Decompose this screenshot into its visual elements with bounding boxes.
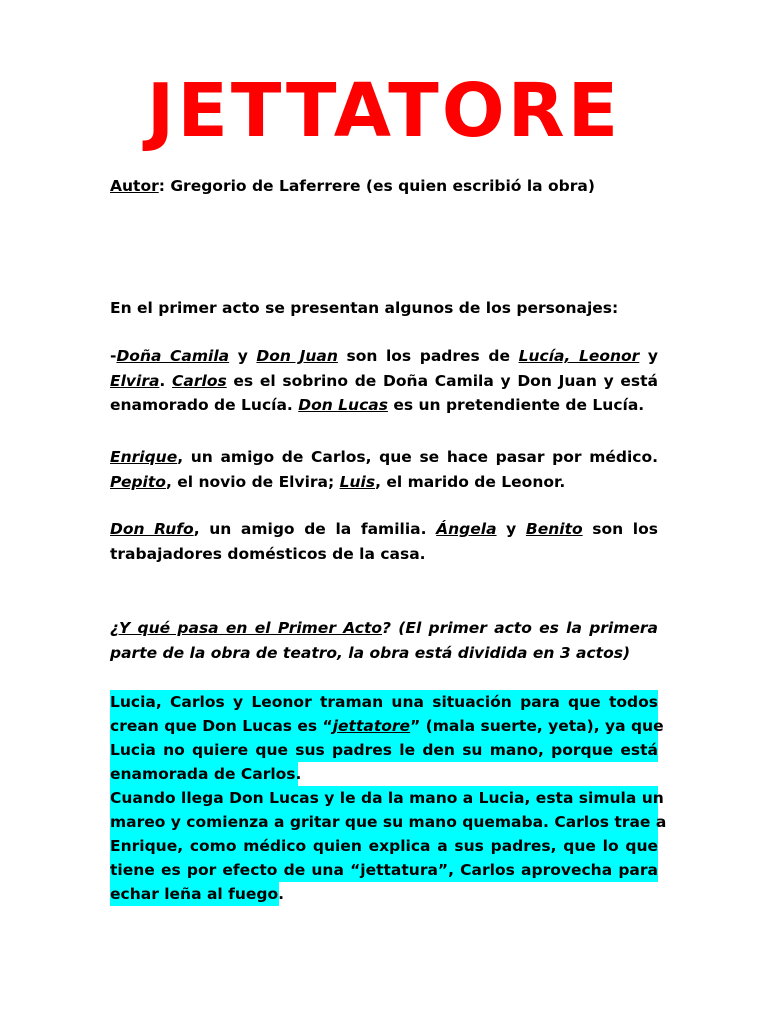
character-name: Don Lucas [298,396,388,414]
text-run: son los trabajadores domésticos de la casa. [110,520,658,563]
text-run: . [159,371,173,390]
summary-line: Lucia no quiere que sus padres le den su mano, porque está [110,738,658,762]
characters-paragraph-1 [110,344,658,418]
character-name: Pepito [110,472,166,491]
summary-line: echar leña al fuego. [110,882,279,906]
text-run: , el novio de Elvira; [165,472,340,491]
text-run: , un amigo de Carlos, que se hace pasar por médico. [177,448,658,466]
characters-paragraph-3 [110,517,658,566]
summary-line: enamorada de Carlos. [110,762,298,786]
text-run: y [496,520,526,538]
question-heading: ¿Y qué pasa en el Primer Acto [110,619,383,637]
character-name: Lucía, Leonor [518,347,640,365]
document-title: JETTATORE [146,68,622,154]
text-run: es un pretendiente de Lucía. [387,396,645,414]
character-name: Don Juan [256,347,338,365]
summary-line: Lucia, Carlos y Leonor traman una situación para que todos [110,690,658,714]
characters-paragraph-2 [110,445,658,494]
text-run: son los padres de [337,347,519,365]
character-name: Elvira [110,371,160,390]
character-name: Carlos [172,371,227,390]
author-line [110,174,658,199]
character-name: Luis [339,472,376,491]
text-run: y [639,347,659,365]
text-run: es el sobrino de Doña Camila y Don Juan y está enamorado de Lucía. [110,371,658,414]
character-name: Benito [525,520,583,538]
author-text: : Gregorio de Laferrere (es quien escribió la obra) [158,177,595,195]
character-name: Enrique [110,448,178,466]
summary-line: Cuando llega Don Lucas y le da la mano a Lucia, esta simula un [110,786,658,810]
text-run: crean que Don Lucas es “ [110,717,333,735]
summary-line: mareo y comienza a gritar que su mano quemaba. Carlos trae a [110,810,658,834]
character-name: Ángela [436,520,497,538]
character-name: Don Rufo [110,520,194,538]
text-run: , el marido de Leonor. [375,472,566,491]
summary-highlighted [110,690,667,906]
author-label: Autor [110,177,159,195]
character-name: Doña Camila [116,347,230,365]
summary-line: Enrique, como médico quien explica a sus padres, que lo que [110,834,658,858]
question-text: ? (El primer acto es la primera parte de la obra de teatro, la obra está dividida en 3 actos) [110,619,659,662]
question-paragraph [110,616,658,665]
text-run: y [229,347,257,365]
summary-line: tiene es por efecto de una “jettatura”, Carlos aprovecha para [110,858,658,882]
text-run: ” (mala suerte, yeta), ya que [410,717,664,735]
text-run: - [110,347,117,365]
summary-line [110,714,664,738]
term-jettatore: jettatore [332,717,411,735]
text-run: , un amigo de la familia. [193,520,437,538]
intro-paragraph: En el primer acto se presentan algunos de los personajes: [110,299,619,317]
